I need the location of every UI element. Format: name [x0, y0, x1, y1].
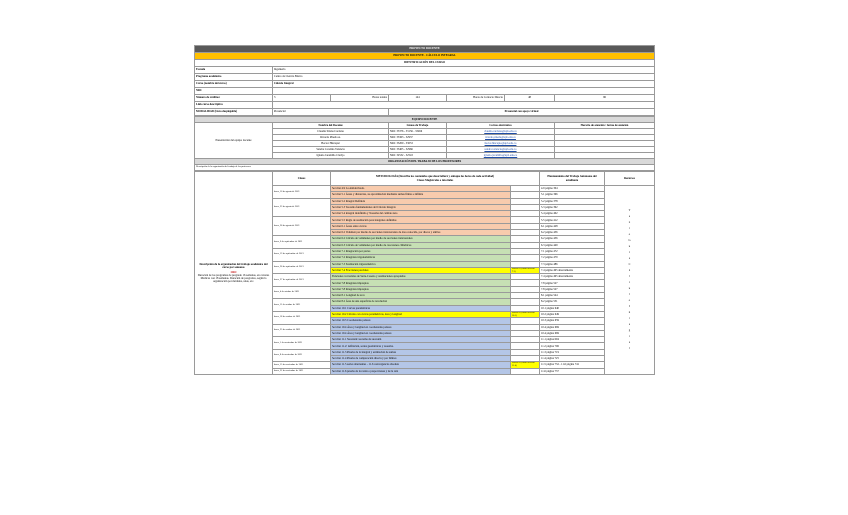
organization-description — [195, 172, 273, 375]
autonomous-task[interactable]: 10.4 página 669 — [540, 324, 605, 330]
resources-cell — [605, 186, 655, 375]
hours-value[interactable]: 144 — [389, 95, 447, 102]
credits-label: Número de créditos: — [195, 95, 273, 102]
topic-cell[interactable]: Sección 11.1 Sucesión: teorema de sucesión — [331, 337, 511, 343]
team-col-hours: Horario de atención / forma de atención — [555, 123, 655, 129]
course-info-table — [194, 45, 655, 116]
member-line: NRC 33376 - 33156 - 33266 — [389, 129, 447, 135]
member-line: NRC 33200 - 33053 — [389, 141, 447, 147]
course-label: Curso (nombre del curso) — [195, 81, 273, 88]
autonomous-task[interactable]: 11.2 página 706 — [540, 343, 605, 349]
nrc-value[interactable] — [273, 88, 655, 95]
autonomous-task[interactable]: 6.2 página 436 — [540, 236, 605, 242]
autonomous-task[interactable]: 7.2 página 479 — [540, 255, 605, 261]
member-line: NRC 32532 - 32543 — [389, 153, 447, 159]
topic-cell[interactable]: Sección 5.2 Integral Definida — [331, 198, 511, 204]
credits-value[interactable]: 3 — [273, 95, 331, 102]
class-date[interactable]: lunes, 6 de septiembre de 2021 — [273, 236, 331, 249]
autonomous-task[interactable]: 5.4 página 402 — [540, 211, 605, 217]
topic-cell[interactable]: Sección 7.3 Sustitución trigonométrica — [331, 261, 511, 267]
topic-cell[interactable]: Sección 8.2 Área de una superficie de revolución — [331, 299, 511, 305]
member-name: Sandra Carolina Valencia — [273, 147, 389, 153]
autonomous-task[interactable]: 11.5 página 732 - 11.6 página 741 — [540, 362, 605, 368]
topic-cell[interactable]: Sección 5.5 Regla de sustitución para integrales definidas — [331, 217, 511, 223]
autonomous-task[interactable]: 10.1 página 640 — [540, 305, 605, 311]
autonomous-task[interactable]: 10.2 página 649 — [540, 311, 605, 317]
class-date[interactable]: lunes, 30 de agosto de 2021 — [273, 217, 331, 236]
autonomous-task[interactable]: 5.2 página 378 — [540, 198, 605, 204]
autonomous-task[interactable]: 8.2 página 551 — [540, 299, 605, 305]
class-date[interactable]: lunes, 23 de agosto de 2021 — [273, 198, 331, 217]
autonomous-task[interactable]: 7.1 página 472 — [540, 248, 605, 254]
nrc-label: NRC — [195, 88, 273, 95]
class-date[interactable]: lunes, 4 de octubre de 2021 — [273, 286, 331, 299]
member-email-link[interactable]: sandra.valencia@upb.edu.co — [447, 147, 555, 153]
topic-cell[interactable]: Sección 6.2 Volumen por medio de secciones transversales de área conocida, por discos y anillos — [331, 230, 511, 236]
topic-cell[interactable]: Sección 11.6 prueba de la razón o proporciones y de la raíz — [331, 368, 511, 374]
autonomous-task[interactable]: 5.1 página 366 — [540, 192, 605, 198]
member-email-link[interactable]: ignatio.jaramillo@upb.edu.co — [447, 153, 555, 159]
member-email-link[interactable]: claudia.cardona@upb.edu.co — [447, 129, 555, 135]
organization-section-heading: ORGANIZACIÓN DEL TRABAJO DE LOS PROFESORES — [195, 159, 655, 165]
class-date[interactable]: lunes, 16 de agosto de 2021 — [273, 186, 331, 199]
topic-cell[interactable]: Sección 10.1 Curvas paramétricas — [331, 305, 511, 311]
classes-header: Clases — [273, 172, 331, 186]
member-line: NRC 33363 - 32937 — [389, 135, 447, 141]
member-name: Ignatio Jaramillo Clavijo — [273, 153, 389, 159]
class-date[interactable]: lunes, 20 de septiembre de 2021 — [273, 261, 331, 274]
independent-hours-value[interactable]: 96 — [555, 95, 655, 102]
autonomous-task[interactable]: 7.3 página 486 — [540, 261, 605, 267]
topic-cell[interactable]: Sección 5.3 Teorema fundamentales del Cálculo Integral. — [331, 204, 511, 210]
topic-cell[interactable]: Sección 11.4 Prueba de comparación directa y por límites — [331, 356, 511, 362]
topic-cell[interactable]: Sección 10.4 Área y longitud en coordenadas polares — [331, 324, 511, 330]
member-email-link[interactable]: ricardo.pineda@upb.edu.co — [447, 135, 555, 141]
topic-cell[interactable]: Sección 7.4 Fracciones parciales — [331, 267, 511, 273]
topic-cell[interactable]: Sección 11.3 Prueba de la integral y estimación de sumas — [331, 349, 511, 355]
class-date[interactable]: lunes, 8 de noviembre de 2021 — [273, 349, 331, 362]
topic-cell[interactable]: Sección 8.1 Longitud de arco — [331, 293, 511, 299]
autonomous-task[interactable]: 11.1 página 694 — [540, 337, 605, 343]
team-col-email: Correo electrónico — [447, 123, 555, 129]
topic-cell[interactable]: Sección 10.4 Área y longitud en coordenadas polares — [331, 330, 511, 336]
exam-note: Parcial 2 (Hasta Sección 10.1) — [511, 311, 540, 317]
organization-note: Descripción de la organización del trabajo de los profesores — [195, 165, 655, 171]
autonomous-task[interactable]: 7.4 página 495 ahorramiento — [540, 274, 605, 280]
topic-cell[interactable]: Sección 4.9 La Antiderivada. — [331, 186, 511, 192]
autonomous-task[interactable]: 10.3 página 659 — [540, 318, 605, 324]
class-date[interactable]: lunes, 27 de septiembre de 2021 — [273, 274, 331, 287]
autonomous-task[interactable]: 11.4 página 725 — [540, 356, 605, 362]
autonomous-task[interactable]: 7.4 página 495 ahorramiento — [540, 267, 605, 273]
team-col-name: Nombre del Docente — [273, 123, 389, 129]
link-value[interactable] — [273, 102, 655, 109]
course-value[interactable]: Cálculo Integral — [273, 81, 655, 88]
hours-label: Horas totales — [331, 95, 389, 102]
autonomous-task[interactable]: 6.1 página 428 — [540, 223, 605, 229]
spreadsheet-sheet — [194, 45, 654, 375]
methodology-title: METODOLOGÍA (Describa los contenidos que desarrollará y enfoque las horas de cada actividad) — [376, 175, 494, 179]
autonomous-task[interactable]: 7.8 página 527 — [540, 280, 605, 286]
class-date[interactable]: lunes, 15 de noviembre de 2021 — [273, 362, 331, 368]
topic-cell[interactable]: Sección 6.2 Cálculo de volúmenes por medio de secciones transversales — [331, 236, 511, 242]
contact-hours-value[interactable]: 48 — [505, 95, 555, 102]
left-o2o: O2O — [230, 270, 237, 274]
team-section-heading: EQUIPO DOCENTE — [195, 117, 655, 123]
class-date[interactable]: lunes, 13 de septiembre de 2021 — [273, 248, 331, 261]
page-subtitle: PROYECTO DOCENTE - CÁLCULO INTEGRAL — [195, 53, 655, 60]
topic-cell[interactable]: Sección 5.4 integral indefinida y Teorema del cambio neto — [331, 211, 511, 217]
school-value[interactable]: Ingeniería — [273, 67, 655, 74]
left-text: Duración de los programas de pregrado 16 semanas, en carreras Médicas con 18 semanas. Duración de posgrados, según la organización por módulos, unas, etc. — [197, 273, 270, 284]
team-row-label: Presentación del equipo docente — [195, 123, 273, 159]
class-date[interactable]: lunes, 22 de noviembre de 2021 — [273, 368, 331, 374]
schedule-table — [194, 171, 655, 375]
modality-label: MODALIDAD (Lista desplegable) — [195, 109, 273, 116]
resources-text: Texto Guía Cálculo Integral — [628, 208, 631, 350]
autonomous-task[interactable]: 5.5 página 412 — [540, 217, 605, 223]
class-date[interactable]: lunes, 1 de noviembre de 2021 — [273, 337, 331, 350]
topic-cell[interactable]: Funciones vectoriales de Serie-Coseno y sustituciones apropiadas — [331, 274, 511, 280]
left-title: Descripción de la organización del trabajo académico del curso por semanas — [199, 262, 268, 269]
autonomous-task[interactable]: 11.6 página 737 — [540, 368, 605, 374]
exam-note — [511, 368, 540, 374]
autonomous-task[interactable]: 8.1 página 544 — [540, 293, 605, 299]
autonomous-task[interactable]: 7.8 página 527 — [540, 286, 605, 292]
class-date[interactable]: lunes, 18 de octubre de 2021 — [273, 311, 331, 324]
exam-note: Parcial 3 (Hasta Sección 11.4) — [511, 362, 540, 368]
member-name: Claudia Silena Cardona — [273, 129, 389, 135]
topic-cell[interactable]: Sección 11.5 series alternantes - 11.6 convergencia absoluta — [331, 362, 511, 368]
team-table — [194, 116, 655, 171]
topic-cell[interactable]: Sección 7.8 Integrales impropias — [331, 286, 511, 292]
member-name: Hector Hincapié — [273, 141, 389, 147]
autonomous-task[interactable]: 10.4 página 669 — [540, 330, 605, 336]
section-course-heading: IDENTIFICACIÓN DEL CURSO — [195, 60, 655, 67]
member-line: NRC 33405 - 32966 — [389, 147, 447, 153]
autonomous-task[interactable]: 6.3 página 449 — [540, 242, 605, 248]
page-title: PROYECTO DOCENTE — [195, 46, 655, 53]
topic-cell[interactable]: Sección 7.1 Integración por partes — [331, 248, 511, 254]
program-value[interactable]: Centro de Ciencia Básica — [273, 74, 655, 81]
topic-cell[interactable]: Sección 10.2 Cálculo con curvas paramétricas, área y longitud — [331, 311, 511, 317]
topic-cell[interactable]: Sección 5.1 Áreas y distancias, su aproximación mediante sumas finitas e infinita — [331, 192, 511, 198]
topic-cell[interactable]: Sección 7.8 Integrales impropias — [331, 280, 511, 286]
contact-hours-label: Horas de Contacto Directo — [447, 95, 505, 102]
autonomous-task[interactable]: 4.9 página 304 — [540, 186, 605, 192]
link-label: Link curso descriptivo — [195, 102, 273, 109]
class-date[interactable]: lunes, 11 de octubre de 2021 — [273, 299, 331, 312]
methodology-sub: Clases Magistrales o tutoriales — [416, 178, 454, 182]
topic-cell[interactable]: Sección 7.2 Integrales trigonométricas — [331, 255, 511, 261]
methodology-header — [331, 172, 540, 186]
school-label: Escuela — [195, 67, 273, 74]
autonomous-task[interactable]: 11.3 página 719 — [540, 349, 605, 355]
topic-cell[interactable]: Sección 6.1 Áreas entre curvas — [331, 223, 511, 229]
program-label: Programa académico — [195, 74, 273, 81]
modality-right-value: Presencial con apoyo virtual — [389, 109, 655, 116]
planning-header: Planteamiento del Trabajo Autónomo del estudiante — [540, 172, 605, 186]
class-date[interactable]: lunes, 25 de octubre de 2021 — [273, 324, 331, 337]
topic-cell[interactable]: Sección 6.3 Cálculo de volúmenes por medio de cascarones cilíndricos — [331, 242, 511, 248]
member-name: Ricardo Pineda A. — [273, 135, 389, 141]
topic-cell[interactable]: Sección 10.3 Coordenadas polares — [331, 318, 511, 324]
member-email-link[interactable]: hector.hincapie@upb.edu.co — [447, 141, 555, 147]
modality-select[interactable]: Presencial — [273, 109, 389, 116]
resources-header: Recursos — [605, 172, 655, 186]
autonomous-task[interactable]: 6.2 página 436 — [540, 230, 605, 236]
topic-cell[interactable]: Sección 11.2: definición, series geométricas y teorema. — [331, 343, 511, 349]
exam-note: Parcial 1 (Hasta Sección 7.3) — [511, 267, 540, 273]
team-col-line: Líneas de Trabajo — [389, 123, 447, 129]
autonomous-task[interactable]: 5.3 página 392 — [540, 204, 605, 210]
